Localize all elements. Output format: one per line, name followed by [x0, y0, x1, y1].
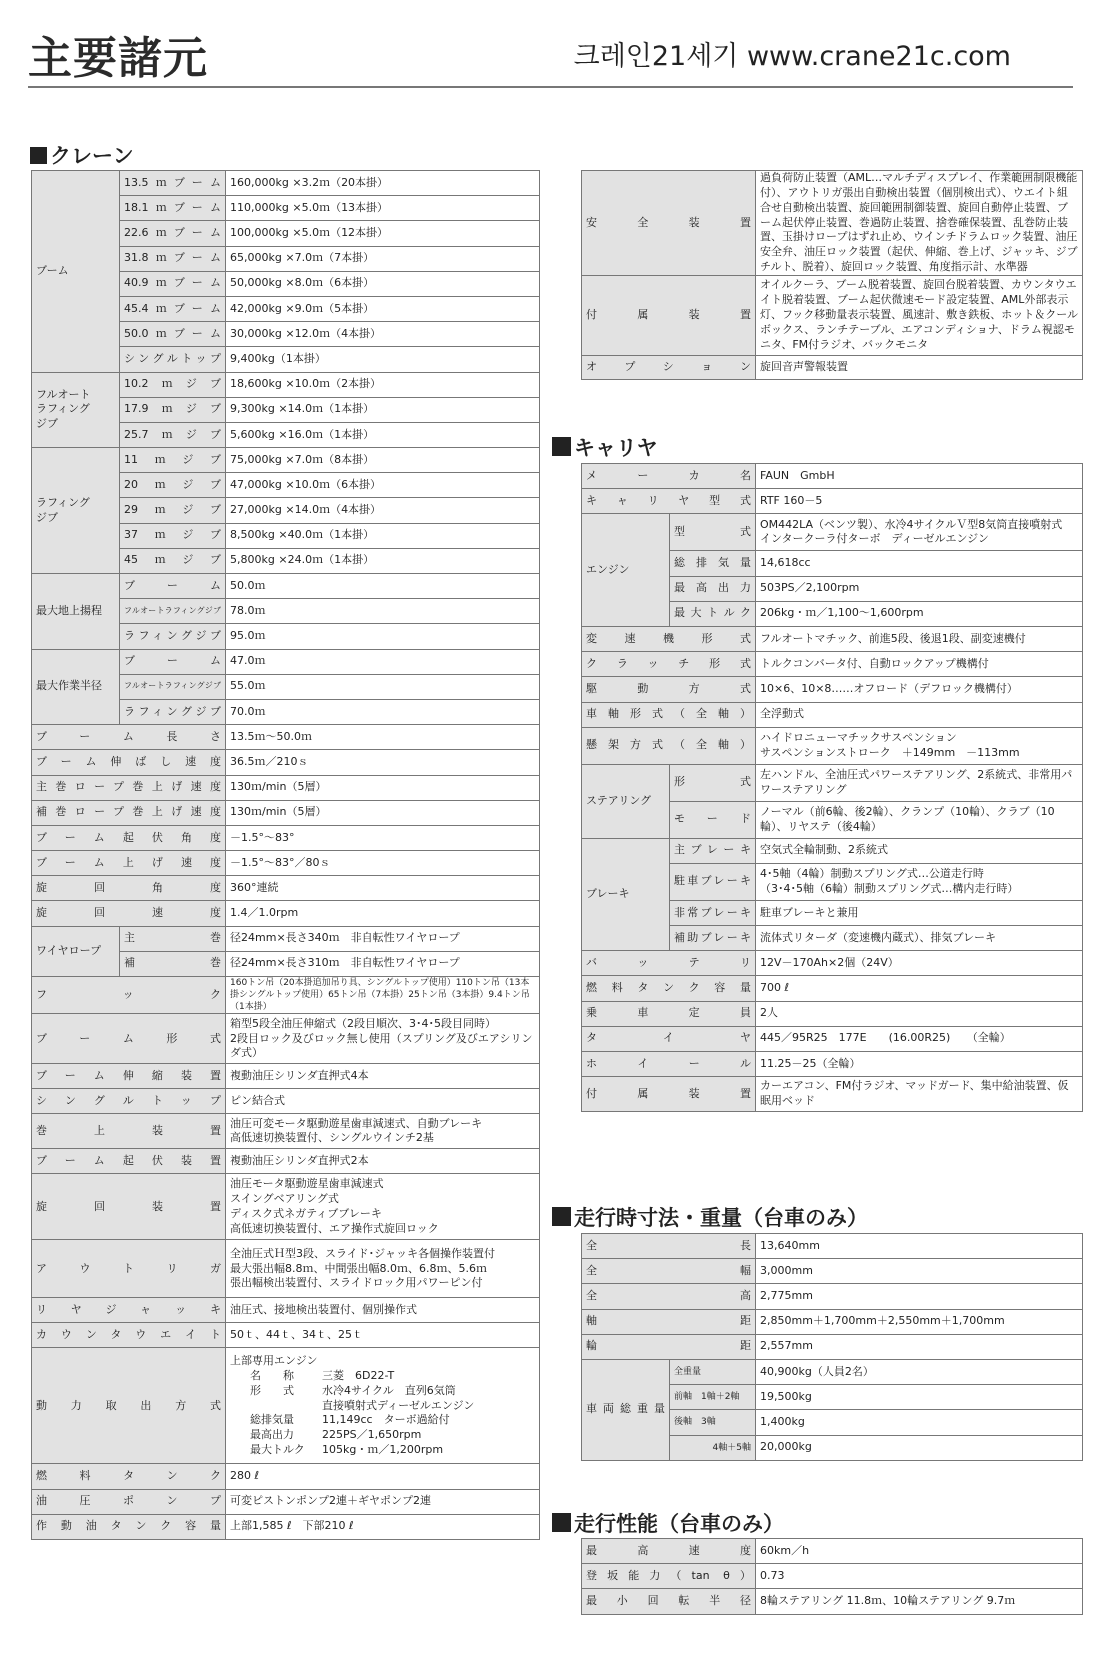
crane-spec-label: リヤジャッキ	[32, 1298, 226, 1323]
carrier-spec-value: RTF 160－5	[756, 489, 1083, 514]
carrier-spec-label: 変速機形式	[582, 626, 756, 651]
boom-value: 42,000kg ×9.0ｍ（5本掛）	[226, 296, 540, 321]
steering-label: モード	[670, 801, 756, 838]
dimensions-spec-table	[581, 1233, 1083, 1461]
crane-spec-value: 13.5ｍ～50.0ｍ	[226, 725, 540, 750]
table-row	[32, 171, 540, 196]
table-row	[32, 1489, 540, 1514]
safety-value: 過負荷防止装置（AML…マルチディスプレイ、作業範囲制限機能付）、アウトリガ張出自動検出装置（個別検出式）、ウエイト組合せ自動検出装置、旋回範囲制御装置、旋回自動停止装置、ブーム起伏停止装置、巻過防止装置、捨巻確保装置、乱巻防止装置、玉掛けロープはずれ止め、ウインチドラムロック装置、油圧安全弁、油圧ロック装置（起伏、伸縮、巻上げ、ジャッキ、ジブチルト、脱着）、旋回ロック装置、角度指示計、水準器	[756, 171, 1083, 276]
dimension-label: 軸距	[582, 1309, 756, 1334]
power-takeoff-label: 動力取出方式	[32, 1348, 226, 1464]
section-dimensions	[552, 1202, 868, 1232]
l-jib-label: 29ｍジブ	[120, 498, 226, 523]
brake-value: 駐車ブレーキと兼用	[756, 900, 1083, 925]
boom-value: 30,000kg ×12.0ｍ（4本掛）	[226, 322, 540, 347]
dimension-label: 全高	[582, 1284, 756, 1309]
max-height-value: 95.0ｍ	[226, 624, 540, 649]
fa-jib-label: 17.9ｍジブ	[120, 397, 226, 422]
wire-rope-value: 径24mm×長さ310ｍ 非自転性ワイヤロープ	[226, 951, 540, 976]
table-row	[32, 825, 540, 850]
crane-spec-value: 1.4／1.0rpm	[226, 901, 540, 926]
table-row	[32, 977, 540, 1014]
table-row	[32, 649, 540, 674]
boom-label: 22.6ｍブーム	[120, 221, 226, 246]
crane-spec-label: 油圧ポンプ	[32, 1489, 226, 1514]
table-row	[32, 1348, 540, 1464]
table-row	[582, 171, 1083, 276]
table-row	[582, 1564, 1083, 1589]
l-jib-value: 27,000kg ×14.0ｍ（4本掛）	[226, 498, 540, 523]
carrier-spec-label: タイヤ	[582, 1026, 756, 1051]
table-row	[582, 976, 1083, 1001]
crane-spec-value: 160トン吊（20本掛追加吊り具、シングルトップ使用）110トン吊（13本掛シングルトップ使用）65トン吊（7本掛）25トン吊（3本掛）9.4トン吊（1本掛）	[226, 977, 540, 1014]
gross-weight-value: 1,400kg	[756, 1410, 1083, 1435]
table-row	[582, 677, 1083, 702]
section-carrier-title: キャリヤ	[574, 436, 658, 460]
table-row	[582, 514, 1083, 551]
table-row	[32, 1323, 540, 1348]
engine-value: 14,618cc	[756, 551, 1083, 576]
dimension-label: 輪距	[582, 1334, 756, 1359]
l-jib-label: 11ｍジブ	[120, 448, 226, 473]
dimension-label: 全幅	[582, 1259, 756, 1284]
l-jib-label: 45ｍジブ	[120, 548, 226, 573]
crane-spec-label: シングルトップ	[32, 1089, 226, 1114]
carrier-spec-value: トルクコンバータ付、自動ロックアップ機構付	[756, 652, 1083, 677]
l-jib-label: 20ｍジブ	[120, 473, 226, 498]
max-height-group-label: 最大地上揚程	[32, 574, 120, 650]
table-row	[582, 1259, 1083, 1284]
table-row	[32, 725, 540, 750]
max-radius-label: ラフィングジブ	[120, 699, 226, 724]
brake-label: 補助ブレーキ	[670, 926, 756, 951]
l-jib-value: 5,800kg ×24.0ｍ（1本掛）	[226, 548, 540, 573]
max-height-value: 50.0ｍ	[226, 574, 540, 599]
crane-spec-value: 箱型5段全油圧伸縮式（2段目順次、3･4･5段目同時） 2段目ロック及びロック無し使用（スプリング及びエアシリンダ式）	[226, 1014, 540, 1064]
carrier-spec-value: 700 ℓ	[756, 976, 1083, 1001]
crane-spec-label: ブーム起伏装置	[32, 1149, 226, 1174]
safety-label: オプション	[582, 355, 756, 379]
dimension-value: 2,557mm	[756, 1334, 1083, 1359]
fa-jib-group-label: フルオート ラフィング ジブ	[32, 372, 120, 448]
crane-spec-label: 主巻ロープ巻上げ速度	[32, 775, 226, 800]
table-row	[32, 775, 540, 800]
gross-weight-group-label: 車両総重量	[582, 1359, 670, 1460]
engine-spec-key: 総排気量	[250, 1413, 295, 1427]
table-row	[582, 464, 1083, 489]
boom-value: 160,000kg ×3.2ｍ（20本掛）	[226, 171, 540, 196]
engine-spec-key: 最高出力	[250, 1428, 295, 1442]
boom-value: 9,400kg（1本掛）	[226, 347, 540, 372]
boom-label: 40.9ｍブーム	[120, 271, 226, 296]
site-watermark: 크레인21세기 www.crane21c.com	[573, 41, 1011, 72]
crane-spec-label: ブーム上げ速度	[32, 851, 226, 876]
carrier-spec-label: バッテリ	[582, 951, 756, 976]
l-jib-label: 37ｍジブ	[120, 523, 226, 548]
dimension-value: 13,640mm	[756, 1234, 1083, 1259]
table-row	[582, 1234, 1083, 1259]
table-row	[32, 574, 540, 599]
fa-jib-label: 10.2ｍジブ	[120, 372, 226, 397]
dimension-label: 全長	[582, 1234, 756, 1259]
table-row	[32, 1298, 540, 1323]
carrier-spec-label: 付属装置	[582, 1077, 756, 1112]
carrier-spec-value: FAUN GmbH	[756, 464, 1083, 489]
carrier-spec-label: 燃料タンク容量	[582, 976, 756, 1001]
crane-spec-value: 複動油圧シリンダ直押式2本	[226, 1149, 540, 1174]
max-height-value: 78.0ｍ	[226, 599, 540, 624]
steering-label: 形式	[670, 764, 756, 801]
crane-spec-label: 作動油タンク容量	[32, 1514, 226, 1539]
crane-spec-value: 130ｍ/min（5層）	[226, 800, 540, 825]
table-row	[32, 372, 540, 397]
table-row	[32, 1149, 540, 1174]
wire-rope-label: 主巻	[120, 926, 226, 951]
table-row	[582, 727, 1083, 764]
l-jib-group-label: ラフィング ジブ	[32, 448, 120, 574]
crane-spec-value: 油圧モータ駆動遊星歯車減速式 スイングベアリング式 ディスク式ネガティブブレーキ 高低速切換装置付、エア操作式旋回ロック	[226, 1174, 540, 1240]
table-row	[582, 355, 1083, 379]
engine-spec-value: 水冷4サイクル 直列6気筒	[322, 1383, 456, 1397]
performance-label: 最小回転半径	[582, 1589, 756, 1614]
steering-value: ノーマル（前6輪、後2輪）、クランプ（10輪）、クラブ（10輪）、リヤステ（後4輪）	[756, 801, 1083, 838]
carrier-spec-value: 12V－170Ah×2個（24V）	[756, 951, 1083, 976]
section-performance	[552, 1508, 784, 1538]
brake-value: 4･5軸（4輪）制動スプリング式…公道走行時 （3･4･5軸（6輪）制動スプリング式…構内走行時）	[756, 863, 1083, 900]
crane-spec-value: ピン結合式	[226, 1089, 540, 1114]
boom-value: 100,000kg ×5.0ｍ（12本掛）	[226, 221, 540, 246]
table-row	[32, 1064, 540, 1089]
performance-value: 60km／h	[756, 1539, 1083, 1564]
fa-jib-value: 18,600kg ×10.0ｍ（2本掛）	[226, 372, 540, 397]
carrier-spec-label: メーカ名	[582, 464, 756, 489]
max-radius-value: 70.0ｍ	[226, 699, 540, 724]
engine-label: 型式	[670, 514, 756, 551]
engine-label: 総排気量	[670, 551, 756, 576]
boom-label: 13.5ｍブーム	[120, 171, 226, 196]
boom-label: 18.1ｍブーム	[120, 196, 226, 221]
carrier-spec-value: ハイドロニューマチックサスペンション サスペンションストローク ＋149mm －113mm	[756, 727, 1083, 764]
carrier-spec-value: フルオートマチック、前進5段、後退1段、副変速機付	[756, 626, 1083, 651]
square-bullet-icon	[552, 437, 571, 456]
performance-label: 登坂能力（tan θ）	[582, 1564, 756, 1589]
fa-jib-label: 25.7ｍジブ	[120, 422, 226, 447]
fa-jib-value: 5,600kg ×16.0ｍ（1本掛）	[226, 422, 540, 447]
crane-spec-value: 36.5ｍ／210ｓ	[226, 750, 540, 775]
engine-spec-value: 105kg・ｍ／1,200rpm	[322, 1443, 444, 1457]
carrier-spec-value: 10×6、10×8……オフロード（デフロック機構付）	[756, 677, 1083, 702]
dimension-value: 2,850mm＋1,700mm＋2,550mm＋1,700mm	[756, 1309, 1083, 1334]
carrier-spec-label: 駆動方式	[582, 677, 756, 702]
table-row	[582, 1334, 1083, 1359]
max-height-label: フルオートラフィングジブ	[120, 599, 226, 624]
square-bullet-icon	[30, 147, 47, 164]
l-jib-value: 47,000kg ×10.0ｍ（6本掛）	[226, 473, 540, 498]
boom-label: 45.4ｍブーム	[120, 296, 226, 321]
safety-label: 付属装置	[582, 275, 756, 355]
table-row	[32, 1240, 540, 1298]
table-row	[32, 448, 540, 473]
carrier-spec-label: 車軸形式（全軸）	[582, 702, 756, 727]
gross-weight-value: 20,000kg	[756, 1435, 1083, 1460]
max-radius-label: フルオートラフィングジブ	[120, 674, 226, 699]
table-row	[582, 1077, 1083, 1112]
engine-spec-value: 225PS／1,650rpm	[322, 1428, 422, 1442]
crane-spec-value: 360°連続	[226, 876, 540, 901]
carrier-spec-value: カーエアコン、FM付ラジオ、マッドガード、集中給油装置、仮眠用ベッド	[756, 1077, 1083, 1112]
carrier-spec-value: 11.25－25（全輪）	[756, 1052, 1083, 1077]
wire-rope-group-label: ワイヤロープ	[32, 926, 120, 976]
safety-value: オイルクーラ、ブーム脱着装置、旋回台脱着装置、カウンタウエイト脱着装置、ブーム起伏微速モード設定装置、AML外部表示灯、フック移動量表示装置、風速計、敷き鉄板、ホット＆クールボックス、ランチテーブル、エアコンディショナ、ドラム視認モニタ、FM付ラジオ、バックモニタ	[756, 275, 1083, 355]
carrier-spec-label: 乗車定員	[582, 1001, 756, 1026]
engine-value: 503PS／2,100rpm	[756, 576, 1083, 601]
crane-spec-value: 油圧式、接地検出装置付、個別操作式	[226, 1298, 540, 1323]
table-row	[582, 626, 1083, 651]
crane-spec-value: 複動油圧シリンダ直押式4本	[226, 1064, 540, 1089]
section-dimensions-title: 走行時寸法・重量（台車のみ）	[574, 1206, 868, 1230]
crane-spec-value: 全油圧式Ｈ型3段、スライド･ジャッキ各個操作装置付 最大張出幅8.8ｍ、中間張出幅8.0ｍ、6.8ｍ、5.6ｍ 張出幅検出装置付、スライドロック用パワーピン付	[226, 1240, 540, 1298]
table-row	[32, 1514, 540, 1539]
brake-label: 主ブレーキ	[670, 838, 756, 863]
brake-group-label: ブレーキ	[582, 838, 670, 951]
brake-value: 空気式全輪制動、2系統式	[756, 838, 1083, 863]
crane-spec-value: －1.5°～83°／80ｓ	[226, 851, 540, 876]
steering-value: 左ハンドル、全油圧式パワーステアリング、2系統式、非常用パワーステアリング	[756, 764, 1083, 801]
engine-spec-value: 11,149cc ターボ過給付	[322, 1413, 450, 1427]
table-row	[582, 1589, 1083, 1614]
crane-spec-label: ブーム長さ	[32, 725, 226, 750]
table-row	[582, 489, 1083, 514]
power-takeoff-value	[226, 1348, 540, 1464]
max-radius-group-label: 最大作業半径	[32, 649, 120, 725]
gross-weight-label: 4軸＋5軸	[670, 1435, 756, 1460]
table-row	[32, 1114, 540, 1149]
engine-label: 最高出力	[670, 576, 756, 601]
table-row	[582, 764, 1083, 801]
boom-label: 31.8ｍブーム	[120, 246, 226, 271]
section-performance-title: 走行性能（台車のみ）	[574, 1512, 784, 1536]
table-row	[32, 1464, 540, 1489]
fa-jib-value: 9,300kg ×14.0ｍ（1本掛）	[226, 397, 540, 422]
square-bullet-icon	[552, 1207, 571, 1226]
gross-weight-label: 前軸 1軸＋2軸	[670, 1385, 756, 1410]
table-row	[582, 1284, 1083, 1309]
performance-value: 8輪ステアリング 11.8ｍ、10輪ステアリング 9.7ｍ	[756, 1589, 1083, 1614]
carrier-spec-label: クラッチ形式	[582, 652, 756, 677]
max-radius-value: 47.0ｍ	[226, 649, 540, 674]
section-crane-title: クレーン	[50, 144, 134, 168]
performance-value: 0.73	[756, 1564, 1083, 1589]
brake-label: 駐車ブレーキ	[670, 863, 756, 900]
crane-spec-value: 130ｍ/min（5層）	[226, 775, 540, 800]
section-carrier	[552, 432, 658, 462]
carrier-spec-table	[581, 463, 1083, 1112]
engine-value: OM442LA（ベンツ製）、水冷4サイクルＶ型8気筒直接噴射式 インタークーラ付ターボ ディーゼルエンジン	[756, 514, 1083, 551]
brake-label: 非常ブレーキ	[670, 900, 756, 925]
crane-spec-table	[31, 170, 540, 1540]
steering-group-label: ステアリング	[582, 764, 670, 838]
engine-spec-key: 名 称	[250, 1368, 295, 1382]
carrier-spec-value: 445／95R25 177E (16.00R25) （全輪）	[756, 1026, 1083, 1051]
table-row	[32, 876, 540, 901]
boom-label: シングルトップ	[120, 347, 226, 372]
table-row	[582, 1001, 1083, 1026]
crane-spec-value: 油圧可変モータ駆動遊星歯車減速式、自動ブレーキ 高低速切換装置付、シングルウインチ2基	[226, 1114, 540, 1149]
carrier-spec-label: 懸架方式（全軸）	[582, 727, 756, 764]
gross-weight-label: 全重量	[670, 1359, 756, 1384]
engine-spec-value: 直接噴射式ディーゼルエンジン	[322, 1398, 475, 1412]
table-row	[32, 901, 540, 926]
engine-spec-key	[250, 1399, 322, 1414]
page-title: 主要諸元	[28, 33, 208, 84]
table-row	[32, 1174, 540, 1240]
dimension-value: 3,000mm	[756, 1259, 1083, 1284]
brake-value: 流体式リターダ（変速機内蔵式）、排気ブレーキ	[756, 926, 1083, 951]
crane-spec-label: 補巻ロープ巻上げ速度	[32, 800, 226, 825]
max-height-label: ラフィングジブ	[120, 624, 226, 649]
boom-value: 110,000kg ×5.0ｍ（13本掛）	[226, 196, 540, 221]
gross-weight-value: 40,900kg（人員2名）	[756, 1359, 1083, 1384]
crane-spec-label: フック	[32, 977, 226, 1014]
engine-label: 最大トルク	[670, 601, 756, 626]
table-row	[582, 951, 1083, 976]
table-row	[582, 838, 1083, 863]
table-row	[32, 851, 540, 876]
crane-spec-label: カウンタウエイト	[32, 1323, 226, 1348]
max-height-label: ブーム	[120, 574, 226, 599]
crane-spec-label: ブーム伸ばし速度	[32, 750, 226, 775]
table-row	[32, 1089, 540, 1114]
l-jib-value: 75,000kg ×7.0ｍ（8本掛）	[226, 448, 540, 473]
crane-spec-label: 旋回装置	[32, 1174, 226, 1240]
crane-spec-label: アウトリガ	[32, 1240, 226, 1298]
table-row	[582, 1052, 1083, 1077]
max-radius-label: ブーム	[120, 649, 226, 674]
table-row	[32, 750, 540, 775]
engine-value: 206kg・ｍ／1,100～1,600rpm	[756, 601, 1083, 626]
section-crane	[30, 140, 134, 170]
crane-spec-value: －1.5°～83°	[226, 825, 540, 850]
table-row	[582, 1309, 1083, 1334]
table-row	[582, 652, 1083, 677]
safety-spec-table	[581, 170, 1083, 380]
boom-label: 50.0ｍブーム	[120, 322, 226, 347]
gross-weight-label: 後軸 3軸	[670, 1410, 756, 1435]
title-rule	[28, 86, 1073, 88]
crane-spec-label: ブーム形式	[32, 1014, 226, 1064]
boom-value: 50,000kg ×8.0ｍ（6本掛）	[226, 271, 540, 296]
crane-spec-label: ブーム伸縮装置	[32, 1064, 226, 1089]
table-row	[32, 800, 540, 825]
dimension-value: 2,775mm	[756, 1284, 1083, 1309]
engine-spec-value: 三菱 6D22-T	[322, 1368, 395, 1382]
crane-spec-label: 旋回角度	[32, 876, 226, 901]
table-row	[582, 702, 1083, 727]
safety-value: 旋回音声警報装置	[756, 355, 1083, 379]
table-row	[582, 1539, 1083, 1564]
crane-spec-value: 280 ℓ	[226, 1464, 540, 1489]
table-row	[582, 1359, 1083, 1384]
crane-spec-label: 巻上装置	[32, 1114, 226, 1149]
carrier-spec-value: 2人	[756, 1001, 1083, 1026]
table-row	[582, 275, 1083, 355]
engine-spec-key: 最大トルク	[250, 1443, 305, 1457]
wire-rope-label: 補巻	[120, 951, 226, 976]
engine-group-label: エンジン	[582, 514, 670, 627]
carrier-spec-value: 全浮動式	[756, 702, 1083, 727]
crane-spec-label: ブーム起伏角度	[32, 825, 226, 850]
performance-spec-table	[581, 1538, 1083, 1615]
boom-value: 65,000kg ×7.0ｍ（7本掛）	[226, 246, 540, 271]
engine-spec-key: 形 式	[250, 1383, 295, 1397]
upper-engine-heading: 上部専用エンジン	[230, 1353, 318, 1367]
table-row	[32, 926, 540, 951]
crane-spec-label: 旋回速度	[32, 901, 226, 926]
boom-group-label: ブーム	[32, 171, 120, 373]
square-bullet-icon	[552, 1513, 571, 1532]
crane-spec-label: 燃料タンク	[32, 1464, 226, 1489]
wire-rope-value: 径24mm×長さ340ｍ 非自転性ワイヤロープ	[226, 926, 540, 951]
performance-label: 最高速度	[582, 1539, 756, 1564]
crane-spec-value: 50ｔ、44ｔ、34ｔ、25ｔ	[226, 1323, 540, 1348]
crane-spec-value: 可変ピストンポンプ2連＋ギヤポンプ2連	[226, 1489, 540, 1514]
safety-label: 安全装置	[582, 171, 756, 276]
table-row	[32, 1014, 540, 1064]
carrier-spec-label: キャリヤ型式	[582, 489, 756, 514]
crane-spec-value: 上部1,585 ℓ 下部210 ℓ	[226, 1514, 540, 1539]
carrier-spec-label: ホイール	[582, 1052, 756, 1077]
l-jib-value: 8,500kg ×40.0ｍ（1本掛）	[226, 523, 540, 548]
max-radius-value: 55.0ｍ	[226, 674, 540, 699]
table-row	[582, 1026, 1083, 1051]
gross-weight-value: 19,500kg	[756, 1385, 1083, 1410]
